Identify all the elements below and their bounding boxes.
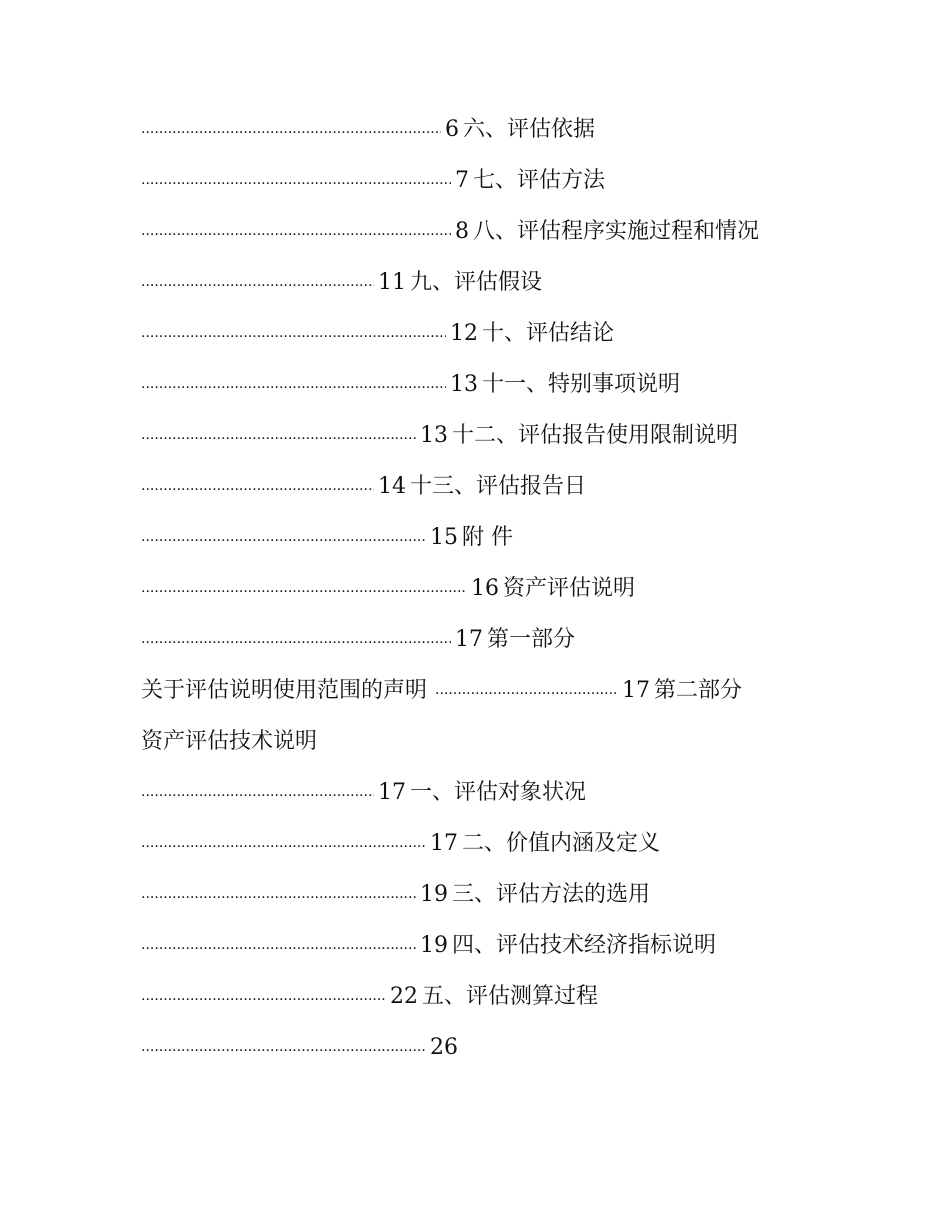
toc-entry-label: 七、评估方法 <box>473 168 606 193</box>
leader-dots <box>141 869 416 920</box>
leader-dots <box>141 206 451 257</box>
toc-line <box>141 104 841 155</box>
page-number: 13 <box>450 372 478 397</box>
toc-line <box>141 257 841 308</box>
toc-entry-label: 资产评估说明 <box>503 576 636 601</box>
toc-line <box>141 971 841 1022</box>
leader-dots <box>141 359 446 410</box>
toc-line <box>141 665 841 716</box>
page-number: 7 <box>455 168 469 193</box>
page-number: 17 <box>430 831 458 856</box>
toc-entry-lead: 关于评估说明使用范围的声明 <box>141 678 428 703</box>
leader-dots <box>141 308 446 359</box>
toc-line <box>141 818 841 869</box>
page-number: 14 <box>378 474 406 499</box>
toc-entry-label: 五、评估测算过程 <box>422 984 599 1009</box>
page-number: 17 <box>455 627 483 652</box>
leader-dots <box>141 920 416 971</box>
toc-entry-label: 第一部分 <box>487 627 576 652</box>
toc-line <box>141 410 841 461</box>
toc-entry-label: 二、价值内涵及定义 <box>462 831 661 856</box>
leader-dots <box>141 461 374 512</box>
page-number: 13 <box>420 423 448 448</box>
page-number: 17 <box>622 678 651 703</box>
table-of-contents <box>141 104 841 1073</box>
toc-entry-label: 第二部分 <box>654 678 743 703</box>
toc-entry-label: 十、评估结论 <box>482 321 615 346</box>
toc-entry-label: 八、评估程序实施过程和情况 <box>473 219 760 244</box>
toc-line <box>141 206 841 257</box>
leader-dots <box>141 512 426 563</box>
toc-entry-label: 四、评估技术经济指标说明 <box>452 933 717 958</box>
leader-dots <box>141 104 441 155</box>
toc-entry-label: 十一、特别事项说明 <box>482 372 681 397</box>
toc-entry-label: 一、评估对象状况 <box>410 780 587 805</box>
toc-line <box>141 155 841 206</box>
toc-line <box>141 614 841 665</box>
toc-entry-label: 六、评估依据 <box>463 117 596 142</box>
page-number: 17 <box>378 780 406 805</box>
leader-dots <box>141 563 467 614</box>
page-number: 16 <box>471 576 499 601</box>
page-number: 26 <box>430 1035 458 1060</box>
page-number: 8 <box>455 219 469 244</box>
toc-line <box>141 920 841 971</box>
leader-dots <box>141 614 451 665</box>
page-number: 15 <box>430 525 458 550</box>
leader-dots <box>141 971 386 1022</box>
toc-entry-label: 三、评估方法的选用 <box>452 882 651 907</box>
toc-line <box>141 767 841 818</box>
toc-entry-label: 九、评估假设 <box>410 270 543 295</box>
toc-entry-label: 十二、评估报告使用限制说明 <box>452 423 739 448</box>
page-number: 11 <box>378 270 406 295</box>
page-number: 12 <box>450 321 478 346</box>
leader-dots <box>141 410 416 461</box>
toc-line <box>141 512 841 563</box>
page-number: 6 <box>445 117 459 142</box>
page-number: 22 <box>390 984 418 1009</box>
toc-line <box>141 359 841 410</box>
toc-line <box>141 1022 841 1073</box>
toc-entry-label: 附 件 <box>462 525 513 550</box>
leader-dots <box>141 155 451 206</box>
page-number: 19 <box>420 882 448 907</box>
toc-line <box>141 716 841 767</box>
leader-dots <box>435 665 618 716</box>
leader-dots <box>141 257 374 308</box>
toc-line <box>141 308 841 359</box>
leader-dots <box>141 767 374 818</box>
toc-entry-label: 资产评估技术说明 <box>141 729 318 754</box>
toc-line <box>141 563 841 614</box>
toc-line <box>141 869 841 920</box>
leader-dots <box>141 818 426 869</box>
page-number: 19 <box>420 933 448 958</box>
leader-dots <box>141 1022 426 1073</box>
toc-line <box>141 461 841 512</box>
toc-entry-label: 十三、评估报告日 <box>410 474 587 499</box>
